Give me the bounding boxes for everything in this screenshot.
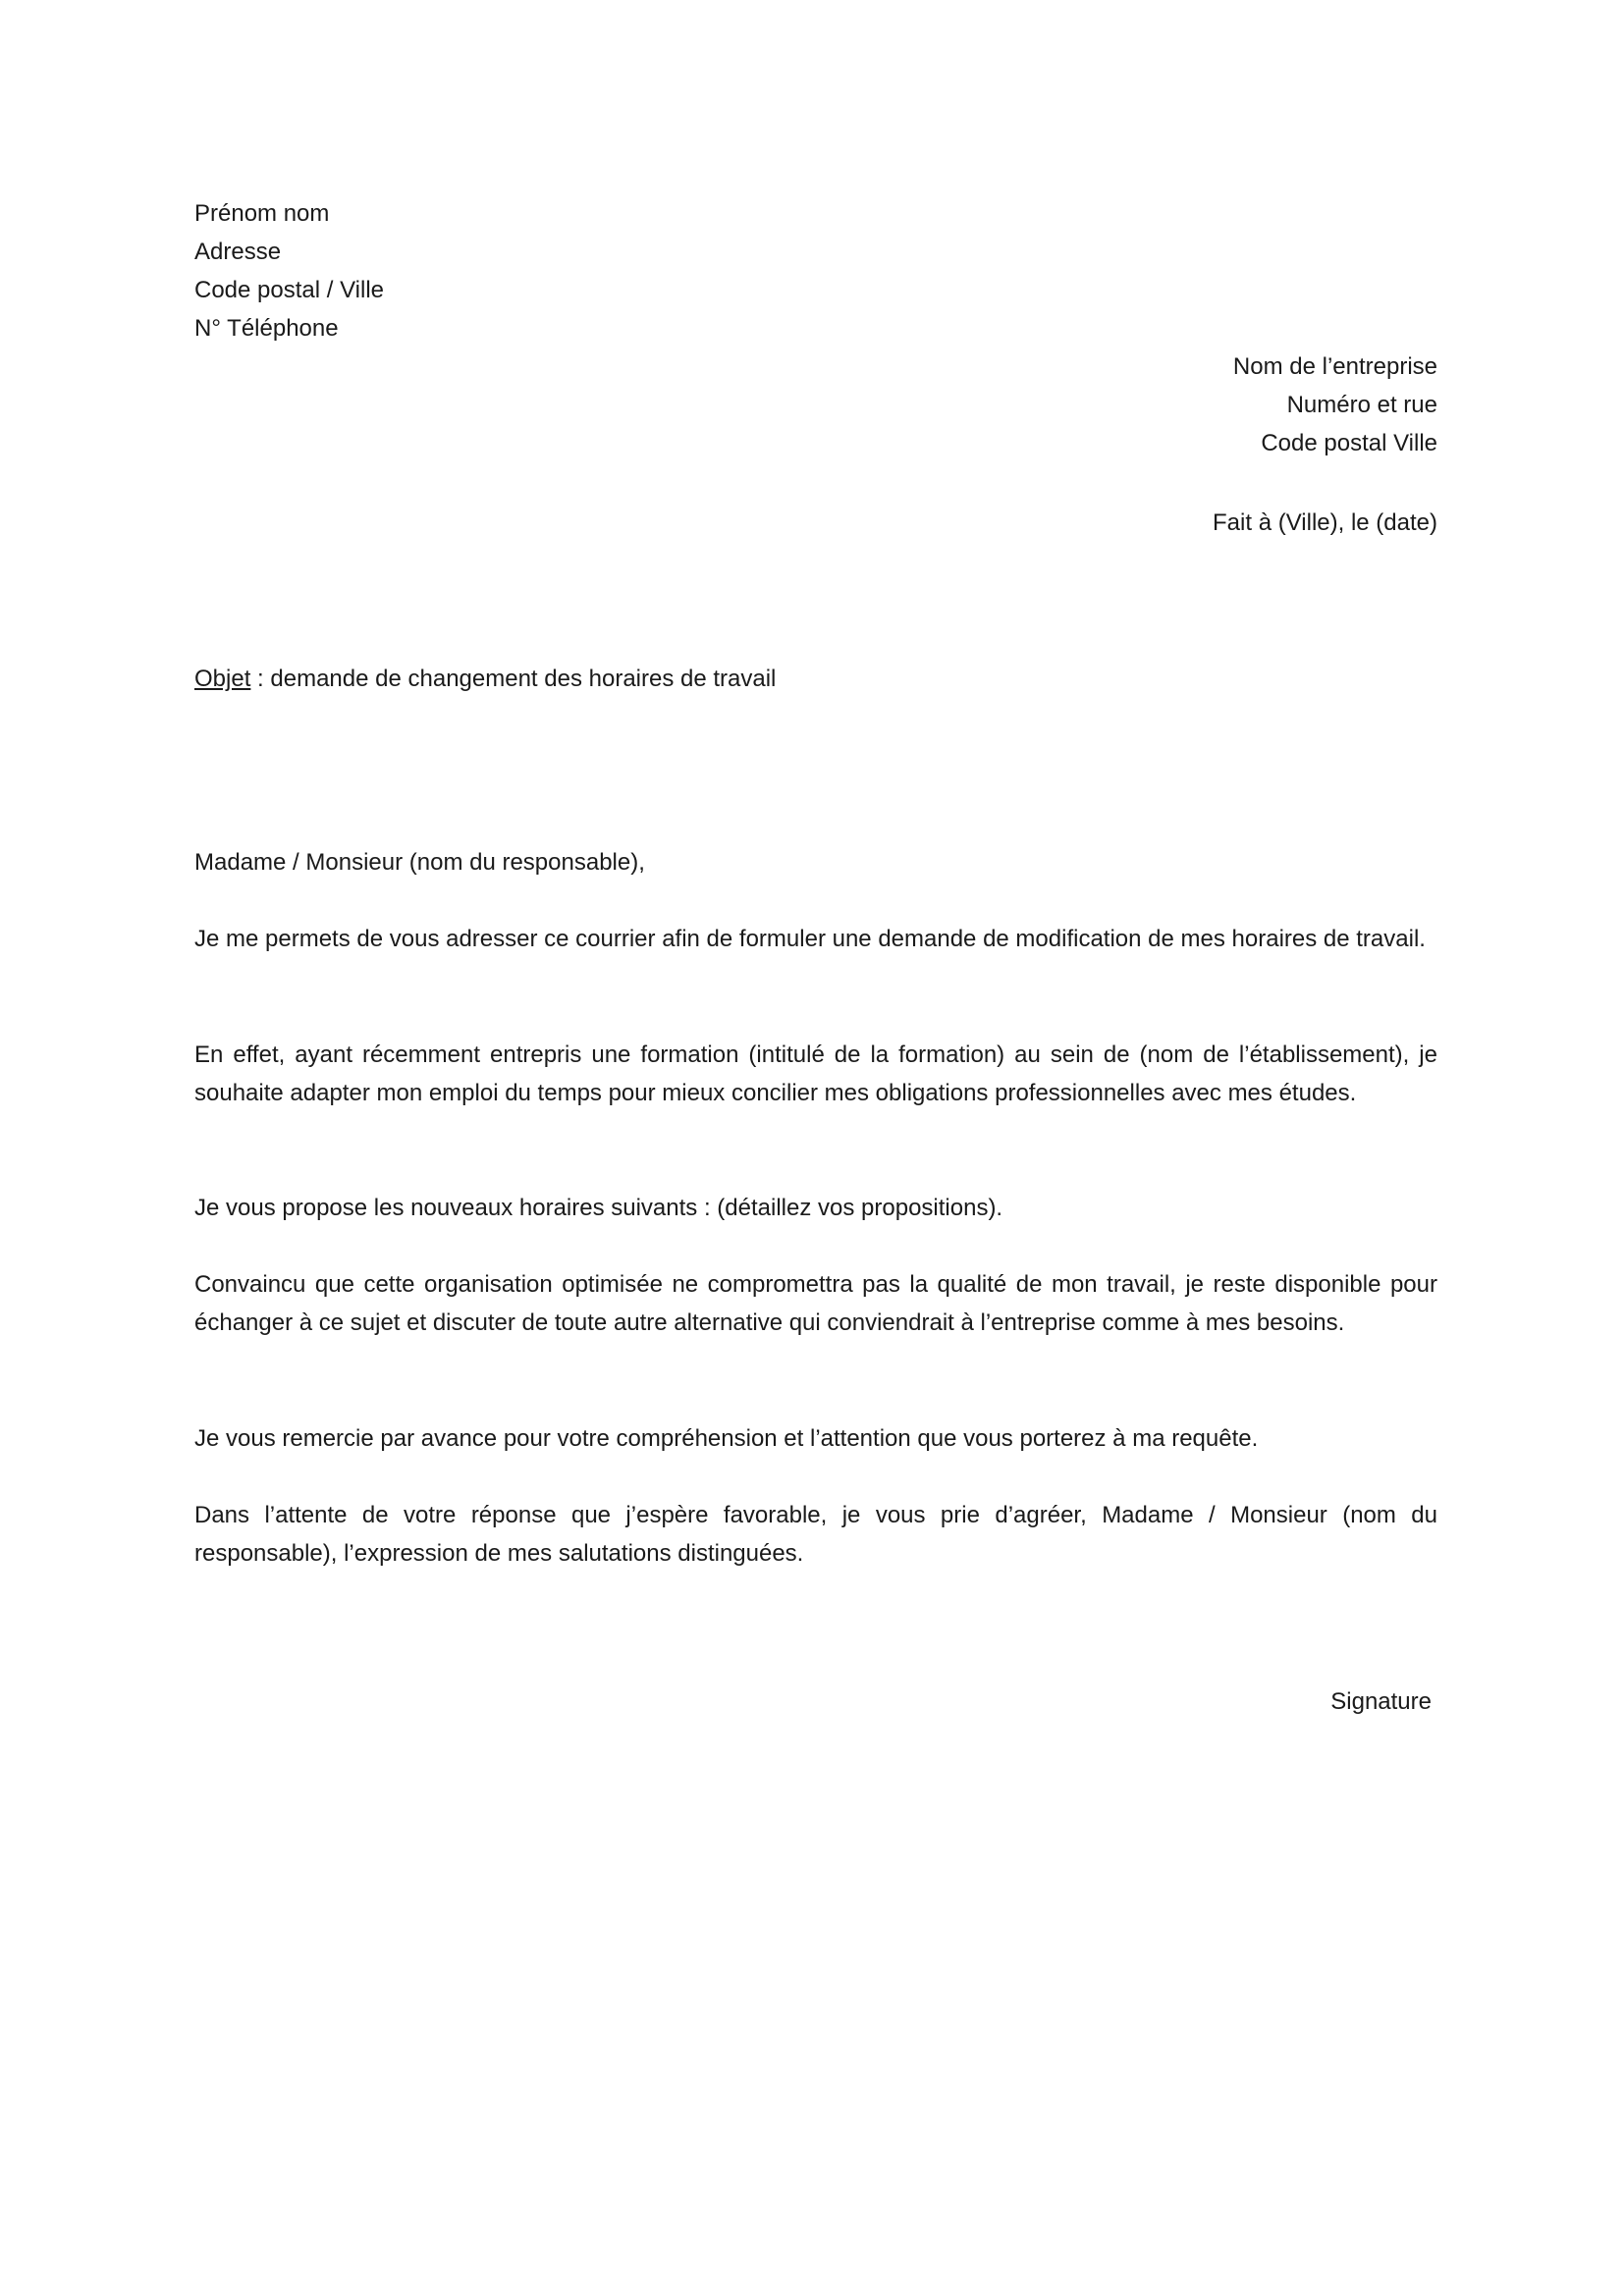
sender-postal-city: Code postal / Ville xyxy=(194,277,385,303)
paragraph-closing: Dans l’attente de votre réponse que j’espère favorable, je vous prie d’agréer, Madame / Monsieur (nom du responsable), l’expression de mes salutations distinguées. xyxy=(194,1502,1437,1567)
subject-line xyxy=(194,660,776,698)
recipient-company: Nom de l’entreprise xyxy=(1232,353,1437,380)
subject-separator: : xyxy=(250,666,271,692)
date-line: Fait à (Ville), le (date) xyxy=(1213,509,1437,536)
recipient-street: Numéro et rue xyxy=(1286,392,1437,418)
sender-address: Adresse xyxy=(194,239,282,265)
recipient-block xyxy=(1233,347,1437,462)
paragraph-availability: Convaincu que cette organisation optimisée ne compromettra pas la qualité de mon travail, je reste disponible pour échanger à ce sujet et discuter de toute autre alternative qui conviendrait à l’entreprise comme à mes besoins. xyxy=(194,1271,1437,1336)
sender-phone: N° Téléphone xyxy=(194,315,339,342)
sender-block xyxy=(194,194,384,347)
sender-name: Prénom nom xyxy=(194,200,330,227)
subject-label: Objet xyxy=(194,666,251,692)
paragraph-proposal: Je vous propose les nouveaux horaires suivants : (détaillez vos propositions). xyxy=(194,1195,1003,1221)
signature: Signature xyxy=(1330,1688,1432,1715)
paragraph-reason: En effet, ayant récemment entrepris une formation (intitulé de la formation) au sein de (nom de l’établissement), je souhaite adapter mon emploi du temps pour mieux concilier mes obligations professionnelles avec mes études. xyxy=(194,1041,1437,1106)
salutation: Madame / Monsieur (nom du responsable), xyxy=(194,849,645,876)
paragraph-thanks: Je vous remercie par avance pour votre compréhension et l’attention que vous porterez à ma requête. xyxy=(194,1425,1259,1452)
subject-text: demande de changement des horaires de travail xyxy=(270,666,777,692)
recipient-postal-city: Code postal Ville xyxy=(1261,430,1437,456)
paragraph-request: Je me permets de vous adresser ce courrier afin de formuler une demande de modification de mes horaires de travail. xyxy=(194,926,1426,952)
